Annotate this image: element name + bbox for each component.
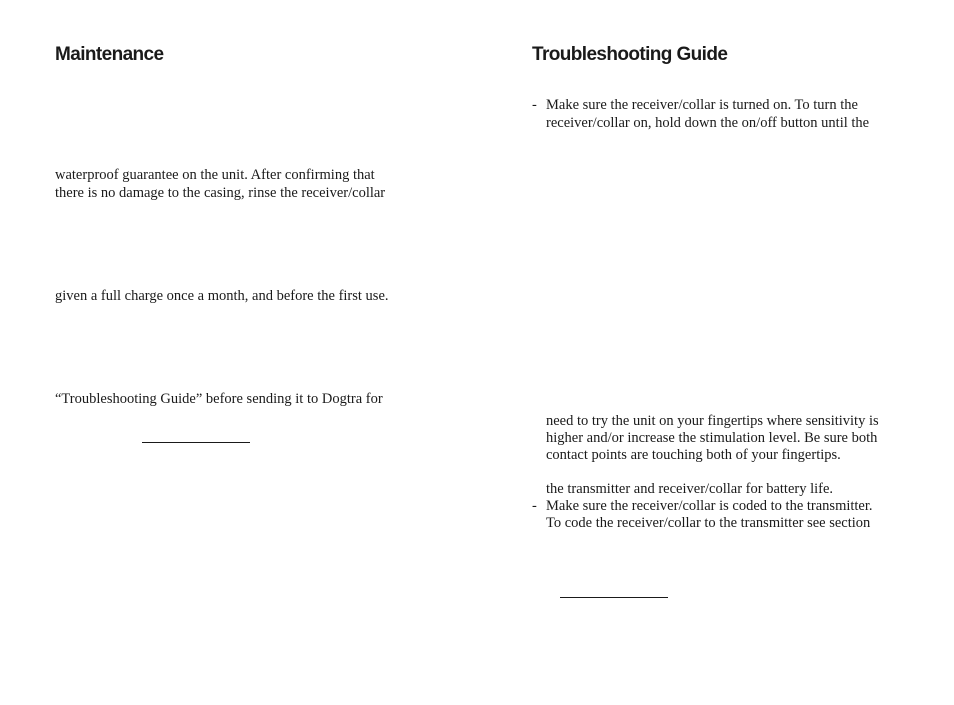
maintenance-text-line: waterproof guarantee on the unit. After confirming that — [55, 167, 375, 183]
troubleshooting-text-line: need to try the unit on your fingertips where sensitivity is — [546, 413, 879, 429]
troubleshooting-text-line: the transmitter and receiver/collar for battery life. — [546, 481, 834, 497]
troubleshooting-text-line: higher and/or increase the stimulation level. Be sure both — [546, 430, 878, 446]
link-underline — [560, 597, 668, 598]
bullet-dash: - — [532, 97, 537, 113]
troubleshooting-heading: Troubleshooting Guide — [532, 44, 728, 65]
troubleshooting-text-line: Make sure the receiver/collar is coded to the transmitter. — [546, 498, 873, 514]
troubleshooting-text-line: contact points are touching both of your fingertips. — [546, 447, 841, 463]
maintenance-text-line: there is no damage to the casing, rinse the receiver/collar — [55, 185, 386, 201]
maintenance-heading: Maintenance — [55, 44, 164, 65]
troubleshooting-text-line: Make sure the receiver/collar is turned on. To turn the — [546, 97, 858, 113]
troubleshooting-text-line: receiver/collar on, hold down the on/off button until the — [546, 115, 870, 131]
link-underline — [142, 442, 250, 443]
bullet-dash: - — [532, 498, 537, 514]
maintenance-text-line: given a full charge once a month, and before the first use. — [55, 288, 389, 304]
maintenance-text-line: “Troubleshooting Guide” before sending it to Dogtra for — [55, 391, 383, 407]
troubleshooting-text-line: To code the receiver/collar to the transmitter see section — [546, 515, 871, 531]
